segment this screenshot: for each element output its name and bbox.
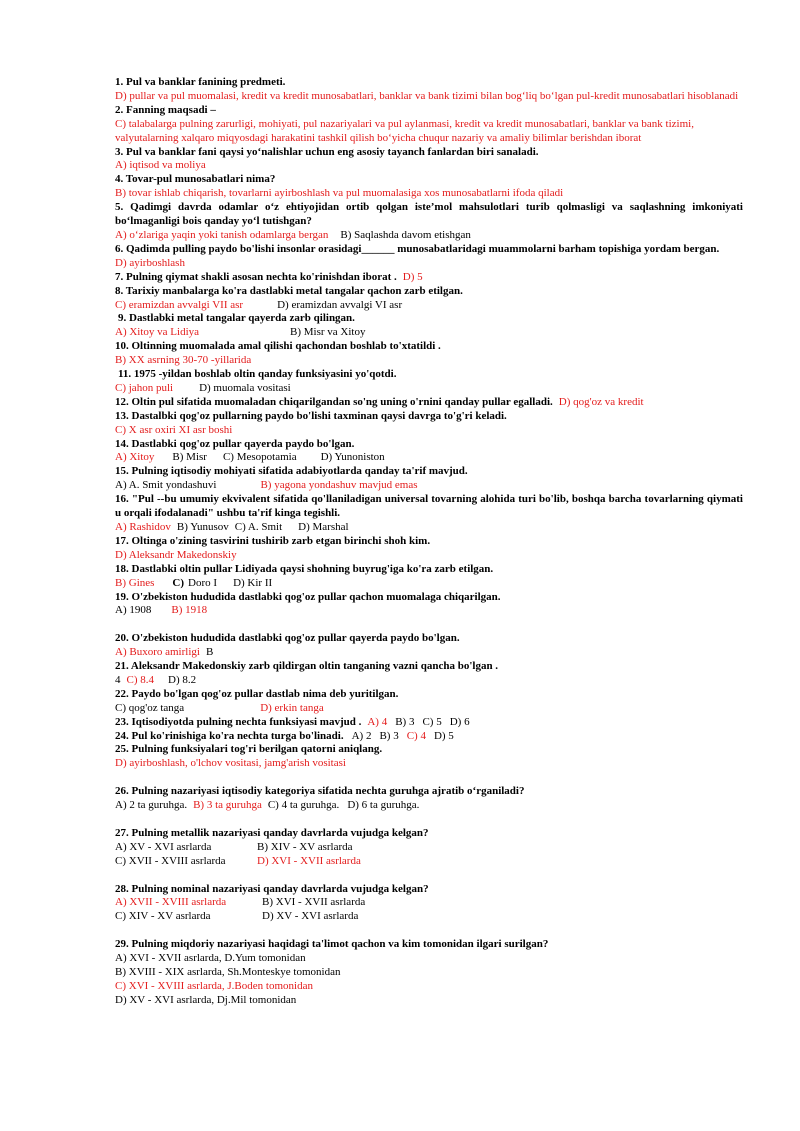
- question-20: 20. O'zbekiston hududida dastlabki qog'oz pullar qayerda paydo bo'lgan.: [115, 632, 460, 645]
- question-27: 27. Pulning metallik nazariyasi qanday davrlarda vujudga kelgan?: [115, 826, 429, 839]
- spacer: [115, 813, 743, 827]
- question-16: 16. "Pul --bu umumiy ekvivalent sifatida qo'llaniladigan universal tovarning alohida turi bo'lib, boshqa barcha tovarlarning qiymati u orqali ifodalanadi" ushbu ta'rif kinga tegishli.: [115, 493, 743, 520]
- answer-26b: B) 3 ta guruhga: [193, 799, 262, 812]
- answer-10: B) XX asrning 30-70 -yillarida: [115, 354, 252, 367]
- question-29: 29. Pulning miqdoriy nazariyasi haqidagi ta'limot qachon va kim tomonidan ilgari surilgan?: [115, 938, 549, 951]
- answers-28-ab: [115, 896, 743, 910]
- question-12: 12. Oltin pul sifatida muomaladan chiqarilgandan so'ng uning o'rnini qanday pullar egalladi.: [115, 395, 553, 408]
- answer-29b: B) XVIII - XIX asrlarda, Sh.Monteskye tomonidan: [115, 965, 341, 978]
- answer-23b: B) 3: [395, 715, 415, 728]
- answers-27-ab: [115, 841, 743, 855]
- question-23: 23. Iqtisodiyotda pulning nechta funksiyasi mavjud .: [115, 715, 362, 728]
- answers-11: [115, 382, 743, 396]
- answer-27c: C) XVII - XVIII asrlarda: [115, 854, 226, 867]
- answer-5a: A) oʻzlariga yaqin yoki tanish odamlarga bergan: [115, 228, 329, 241]
- answers-20: [115, 646, 743, 660]
- question-3: 3. Pul va banklar fani qaysi yoʻnalishlar uchun eng asosiy tayanch fanlardan biri sanaladi.: [115, 145, 539, 158]
- answer-29a: A) XVI - XVII asrlarda, D.Yum tomonidan: [115, 952, 306, 965]
- answer-9b: B) Misr va Xitoy: [290, 326, 366, 339]
- answer-24b: B) 3: [379, 729, 399, 742]
- answer-28a: A) XVII - XVIII asrlarda: [115, 896, 227, 909]
- answer-28b: B) XVI - XVII asrlarda: [262, 896, 366, 909]
- answer-26a: A) 2 ta guruhga.: [115, 799, 188, 812]
- answers-21: [115, 674, 743, 688]
- answer-14c: C) Mesopotamia: [222, 451, 297, 464]
- question-17: 17. Oltinga o'zining tasvirini tushirib zarb etgan birinchi shoh kim.: [115, 534, 431, 547]
- answer-20a: A) Buxoro amirligi: [115, 646, 200, 659]
- answer-15a: A) A. Smit yondashuvi: [115, 479, 217, 492]
- answer-18a: B) Gines: [115, 576, 155, 589]
- answer-16b: B) Yunusov: [176, 521, 229, 533]
- answer-21c: D) 8.2: [168, 673, 197, 686]
- answer-11b: D) muomala vositasi: [199, 381, 291, 394]
- answers-16: [115, 521, 743, 535]
- answer-27b: B) XIV - XV asrlarda: [257, 840, 353, 853]
- answer-26c: C) 4 ta guruhga.: [267, 799, 340, 812]
- answer-17: D) Aleksandr Makedonskiy: [115, 548, 237, 561]
- question-4: 4. Tovar-pul munosabatlari nima?: [115, 173, 276, 186]
- question-1: 1. Pul va banklar fanining predmeti.: [115, 76, 286, 88]
- question-11: 11. 1975 -yildan boshlab oltin qanday funksiyasini yo'qotdi.: [118, 368, 397, 381]
- answer-16a: A) Rashidov: [115, 521, 171, 533]
- answers-19: [115, 604, 743, 618]
- answer-16c: C) A. Smit: [234, 521, 283, 533]
- answer-8b: D) eramizdan avvalgi VI asr: [277, 298, 403, 311]
- question-2: 2. Fanning maqsadi –: [115, 103, 216, 116]
- answer-15b: B) yagona yondashuv mavjud emas: [260, 479, 418, 492]
- answer-20b: B: [205, 646, 214, 659]
- question-19: 19. O'zbekiston hududida dastlabki qog'oz pullar qachon muomalaga chiqarilgan.: [115, 590, 501, 603]
- row-24: [115, 730, 743, 744]
- question-21: 21. Aleksandr Makedonskiy zarb qildirgan oltin tanganing vazni qancha bo'lgan .: [115, 660, 499, 673]
- answer-12: D) qog'oz va kredit: [558, 395, 644, 408]
- answers-28-cd: [115, 910, 743, 924]
- answers-14: [115, 451, 743, 465]
- answer-29d: D) XV - XVI asrlarda, Dj.Mil tomonidan: [115, 993, 297, 1006]
- answers-9: [115, 326, 743, 340]
- question-22: 22. Paydo bo'lgan qog'oz pullar dastlab nima deb yuritilgan.: [115, 687, 399, 700]
- answer-24c: C) 4: [406, 729, 426, 742]
- answer-21b: C) 8.4: [126, 673, 154, 686]
- row-7: [115, 271, 743, 285]
- answer-2: C) talabalarga pulning zarurligi, mohiyati, pul nazariyalari va pul aylanmasi, kredit va kredit munosabatlari, banklar va bank tizimi, valyutalarning xalqaro miqyosdagi harakatini tashkil qilish boʻyicha chuqur nazariy va amaliy bilimlar berishdan iborat: [115, 117, 694, 144]
- answer-19b: B) 1918: [171, 604, 208, 617]
- answer-21a: 4: [115, 673, 121, 686]
- answer-18c: D) Kir II: [233, 576, 273, 589]
- answer-4: B) tovar ishlab chiqarish, tovarlarni ayirboshlash va pul muomalasiga xos munosabatlarni ifoda qiladi: [115, 187, 564, 200]
- answers-18: [115, 577, 743, 591]
- question-24: 24. Pul ko'rinishiga ko'ra nechta turga bo'linadi.: [115, 729, 344, 742]
- question-15: 15. Pulning iqtisodiy mohiyati sifatida adabiyotlarda qanday ta'rif mavjud.: [115, 465, 468, 478]
- answer-8a: C) eramizdan avvalgi VII asr: [115, 298, 244, 311]
- answers-15: [115, 479, 743, 493]
- answer-26d: D) 6 ta guruhga.: [347, 799, 420, 812]
- answer-9a: A) Xitoy va Lidiya: [115, 326, 200, 339]
- question-25: 25. Pulning funksiyalari tog'ri berilgan qatorni aniqlang.: [115, 743, 383, 756]
- answer-16d: D) Marshal: [298, 521, 349, 533]
- answer-25: D) ayirboshlash, o'lchov vositasi, jamg'arish vositasi: [115, 757, 346, 770]
- answer-14d: D) Yunoniston: [320, 451, 385, 464]
- answer-1: D) pullar va pul muomalasi, kredit va kredit munosabatlari, banklar va bank tizimi bilan bogʻliq boʻlgan pul-kredit munosabatlari hisoblanadi: [115, 89, 739, 102]
- answer-13: C) X asr oxiri XI asr boshi: [115, 423, 233, 436]
- answer-14b: B) Misr: [172, 451, 207, 464]
- answers-22: [115, 702, 743, 716]
- answer-23d: D) 6: [449, 715, 470, 728]
- answer-6: D) ayirboshlash: [115, 256, 185, 269]
- question-8: 8. Tarixiy manbalarga ko'ra dastlabki metal tangalar qachon zarb etilgan.: [115, 284, 463, 297]
- answer-24a: A) 2: [351, 729, 372, 742]
- answers-26: [115, 799, 743, 813]
- row-12: [115, 396, 743, 410]
- answer-18b-letter: C): [172, 576, 185, 589]
- answer-23c: C) 5: [422, 715, 442, 728]
- answer-27d: D) XVI - XVII asrlarda: [257, 854, 361, 867]
- question-9: 9. Dastlabki metal tangalar qayerda zarb qilingan.: [118, 312, 355, 325]
- answer-27a: A) XV - XVI asrlarda: [115, 840, 212, 853]
- spacer: [115, 618, 743, 632]
- spacer: [115, 771, 743, 785]
- document-page: [115, 76, 743, 1008]
- spacer: [115, 924, 743, 938]
- answer-3: A) iqtisod va moliya: [115, 159, 206, 172]
- answer-22a: C) qog'oz tanga: [115, 701, 185, 714]
- question-28: 28. Pulning nominal nazariyasi qanday davrlarda vujudga kelgan?: [115, 882, 429, 895]
- answer-14a: A) Xitoy: [115, 451, 155, 464]
- question-26: 26. Pulning nazariyasi iqtisodiy kategoriya sifatida nechta guruhga ajratib oʻrganiladi?: [115, 785, 525, 798]
- answer-28c: C) XIV - XV asrlarda: [115, 910, 211, 923]
- answer-5b: B) Saqlashda davom etishgan: [340, 228, 471, 241]
- answers-5: [115, 229, 743, 243]
- answer-18b: Doro I: [188, 576, 218, 589]
- question-7: 7. Pulning qiymat shakli asosan nechta ko'rinishdan iborat .: [115, 270, 397, 283]
- answer-28d: D) XV - XVI asrlarda: [262, 910, 359, 923]
- answers-27-cd: [115, 855, 743, 869]
- answer-19a: A) 1908: [115, 604, 152, 617]
- question-5: 5. Qadimgi davrda odamlar oʻz ehtiyojidan ortib qolgan isteʼmol mahsulotlari turib qolmasligi va saqlashning imkoniyati boʻlmaganligi bois qanday yoʻl tutishgan?: [115, 201, 743, 228]
- answer-23a: A) 4: [367, 715, 388, 728]
- question-14: 14. Dastlabki qog'oz pullar qayerda paydo bo'lgan.: [115, 437, 355, 450]
- question-13: 13. Dastalbki qog'oz pullarning paydo bo'lishi taxminan qaysi davrga to'g'ri keladi.: [115, 409, 507, 422]
- question-10: 10. Oltinning muomalada amal qilishi qachondan boshlab to'xtatildi .: [115, 340, 441, 353]
- question-18: 18. Dastlabki oltin pullar Lidiyada qaysi shohning buyrug'iga ko'ra zarb etilgan.: [115, 562, 494, 575]
- answer-7: D) 5: [402, 270, 423, 283]
- answers-8: [115, 299, 743, 313]
- answer-29c: C) XVI - XVIII asrlarda, J.Boden tomonidan: [115, 979, 313, 992]
- answer-24d: D) 5: [433, 729, 454, 742]
- answer-22b: D) erkin tanga: [260, 701, 324, 714]
- spacer: [115, 869, 743, 883]
- question-6: 6. Qadimda pulling paydo bo'lishi insonlar orasidagi______ munosabatlaridagi muammolarni barham topishiga yordam bergan.: [115, 242, 720, 255]
- answer-11a: C) jahon puli: [115, 381, 174, 394]
- row-23: [115, 716, 743, 730]
